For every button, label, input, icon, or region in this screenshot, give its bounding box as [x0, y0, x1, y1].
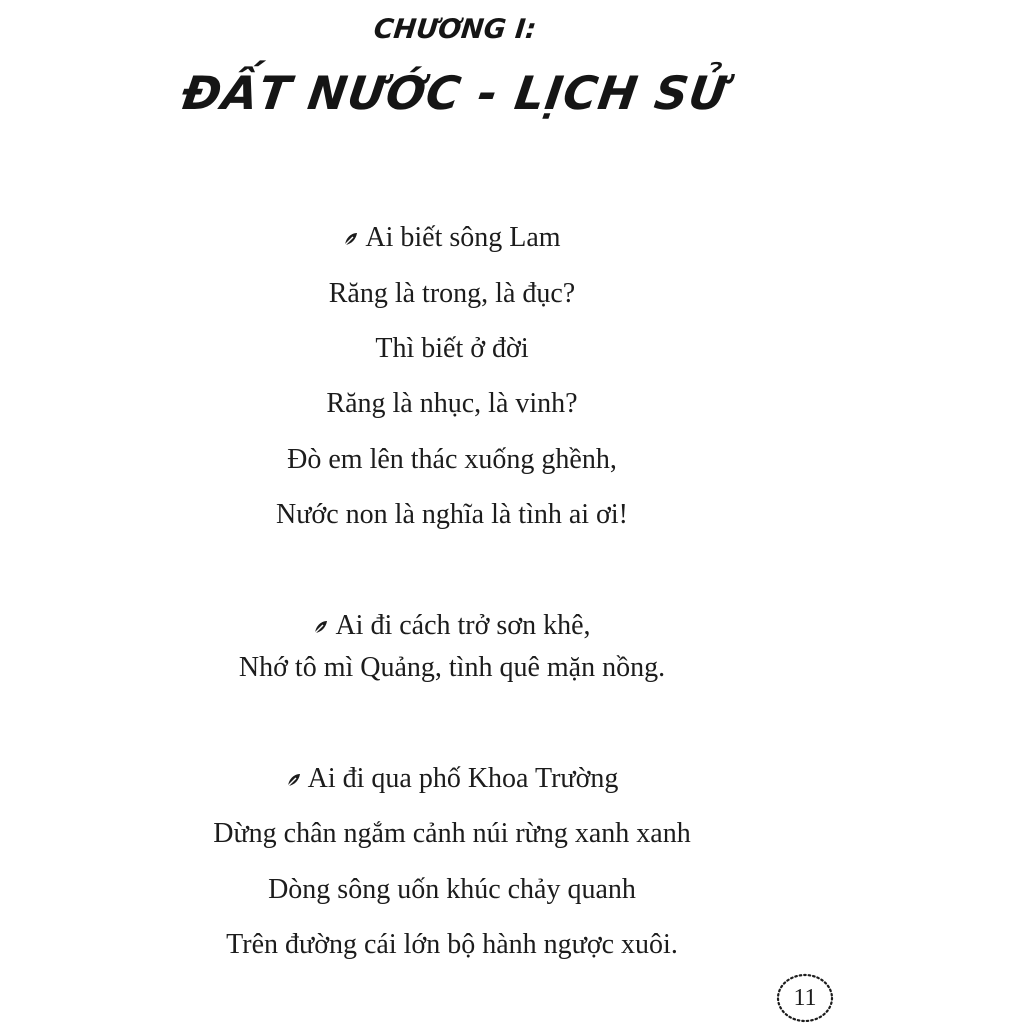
leaf-icon [286, 772, 302, 788]
chapter-label: CHƯƠNG I: [372, 14, 538, 45]
verse-2-line-2: Nhớ tô mì Quảng, tình quê mặn nồng. [238, 652, 666, 683]
leaf-icon [343, 231, 359, 247]
verse-1-line-3: Thì biết ở đời [375, 333, 529, 364]
chapter-title: ĐẤT NƯỚC - LỊCH SỬ [178, 66, 732, 120]
verse-3-line-3: Dòng sông uốn khúc chảy quanh [268, 874, 636, 905]
verse-1-line-1: Ai biết sông Lam [0, 222, 904, 254]
verse-1-line-5: Đò em lên thác xuống ghềnh, [287, 444, 617, 475]
page-number: 11 [776, 972, 834, 1024]
leaf-icon [313, 619, 329, 635]
verse-1-line-2: Răng là trong, là đục? [328, 278, 576, 309]
verse-3-line-4: Trên đường cái lớn bộ hành ngược xuôi. [226, 929, 678, 960]
verse-1-line-4: Răng là nhục, là vinh? [326, 388, 578, 419]
verse-2-line-1: Ai đi cách trở sơn khê, [0, 610, 904, 642]
verse-1-line-6: Nước non là nghĩa là tình ai ơi! [276, 499, 628, 530]
verse-3-line-1: Ai đi qua phố Khoa Trường [0, 763, 904, 795]
verse-3-line-2: Dừng chân ngắm cảnh núi rừng xanh xanh [213, 818, 691, 849]
